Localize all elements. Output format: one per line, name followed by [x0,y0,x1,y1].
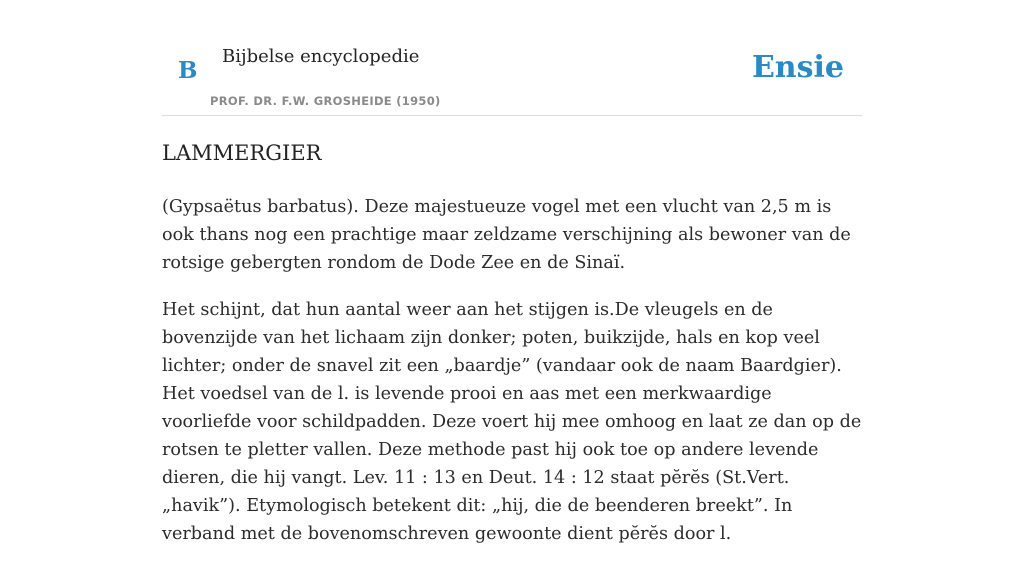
article-paragraph: (Gypsaëtus barbatus). Deze majestueuze vogel met een vlucht van 2,5 m is ook thans nog een prachtige maar zeldzame verschijning als bewoner van de rotsige gebergten rondom de Dode Zee en de Sinaï. [162,197,851,273]
article-paragraph: Het schijnt, dat hun aantal weer aan het stijgen is.De vleugels en de bovenzijde van het lichaam zijn donker; poten, buikzijde, hals en kop veel lichter; onder de snavel zit een „baardje” (vandaar ook de naam Baardgier). Het voedsel van de l. is levende prooi en aas met een merkwaardige voorliefde voor schildpadden. Deze voert hij mee omhoog en laat ze dan op de rotsen te pletter vallen. Deze methode past hij ook toe op andere levende dieren, die hij vangt. Lev. 11 : 13 en Deut. 14 : 12 staat pĕrĕs (St.Vert. „havik”). Etymologisch betekent dit: „hij, die de beenderen breekt”. In verband met de bovenomschreven gewoonte dient pĕrĕs door l. [162,300,862,544]
book-logo[interactable]: B [178,57,198,84]
book-title-link[interactable]: Bijbelse encyclopedie [222,46,420,67]
entry-title: LAMMERGIER [162,141,322,165]
ensie-logo-link[interactable]: Ensie [751,50,844,85]
article-body [162,193,864,567]
header [162,0,862,116]
book-author: PROF. DR. F.W. GROSHEIDE (1950) [210,94,441,108]
